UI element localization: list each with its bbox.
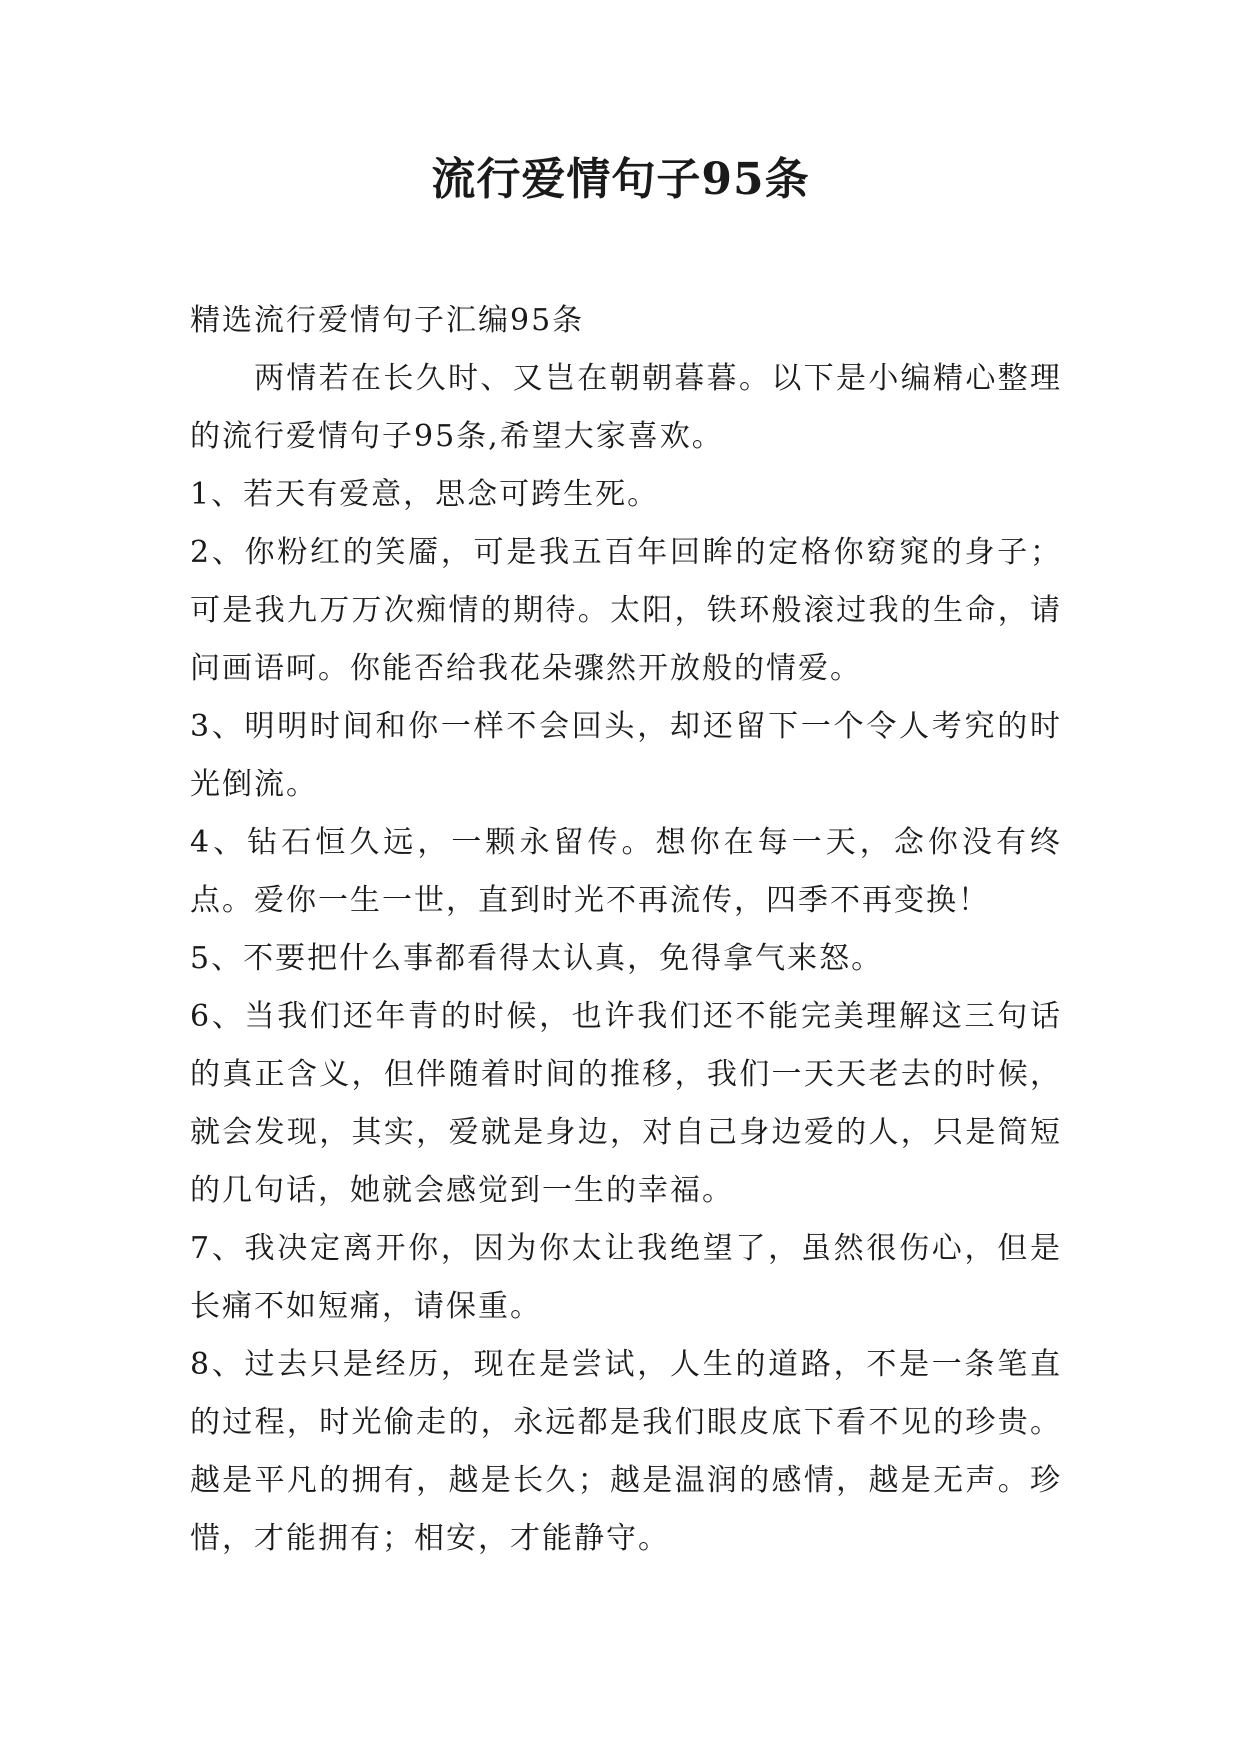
list-item: 7、我决定离开你，因为你太让我绝望了，虽然很伤心，但是长痛不如短痛，请保重。 [190, 1231, 1062, 1324]
list-item: 4、钻石恒久远，一颗永留传。想你在每一天，念你没有终点。爱你一生一世，直到时光不再流传，四季不再变换！ [190, 825, 1062, 918]
list-item: 2、你粉红的笑靥，可是我五百年回眸的定格你窈窕的身子；可是我九万万次痴情的期待。太阳，铁环般滚过我的生命，请问画语呵。你能否给我花朵骤然开放般的情爱。 [190, 535, 1062, 686]
list-item: 1、若天有爱意，思念可跨生死。 [190, 477, 660, 512]
intro-paragraph: 两情若在长久时、又岂在朝朝暮暮。以下是小编精心整理的流行爱情句子95条,希望大家喜欢。 [190, 361, 1062, 454]
document-body [190, 292, 1062, 1568]
list-item: 6、当我们还年青的时候，也许我们还不能完美理解这三句话的真正含义，但伴随着时间的推移，我们一天天老去的时候，就会发现，其实，爱就是身边，对自己身边爱的人，只是简短的几句话，她就会感觉到一生的幸福。 [190, 999, 1062, 1208]
list-item: 3、明明时间和你一样不会回头，却还留下一个令人考究的时光倒流。 [190, 709, 1062, 802]
subtitle-paragraph: 精选流行爱情句子汇编95条 [190, 303, 585, 338]
list-item: 5、不要把什么事都看得太认真，免得拿气来怒。 [190, 941, 884, 976]
document-title: 流行爱情句子95条 [431, 154, 810, 205]
list-item: 8、过去只是经历，现在是尝试，人生的道路，不是一条笔直的过程，时光偷走的，永远都是我们眼皮底下看不见的珍贵。越是平凡的拥有，越是长久；越是温润的感情，越是无声。珍惜，才能拥有；相安，才能静守。 [190, 1347, 1062, 1556]
